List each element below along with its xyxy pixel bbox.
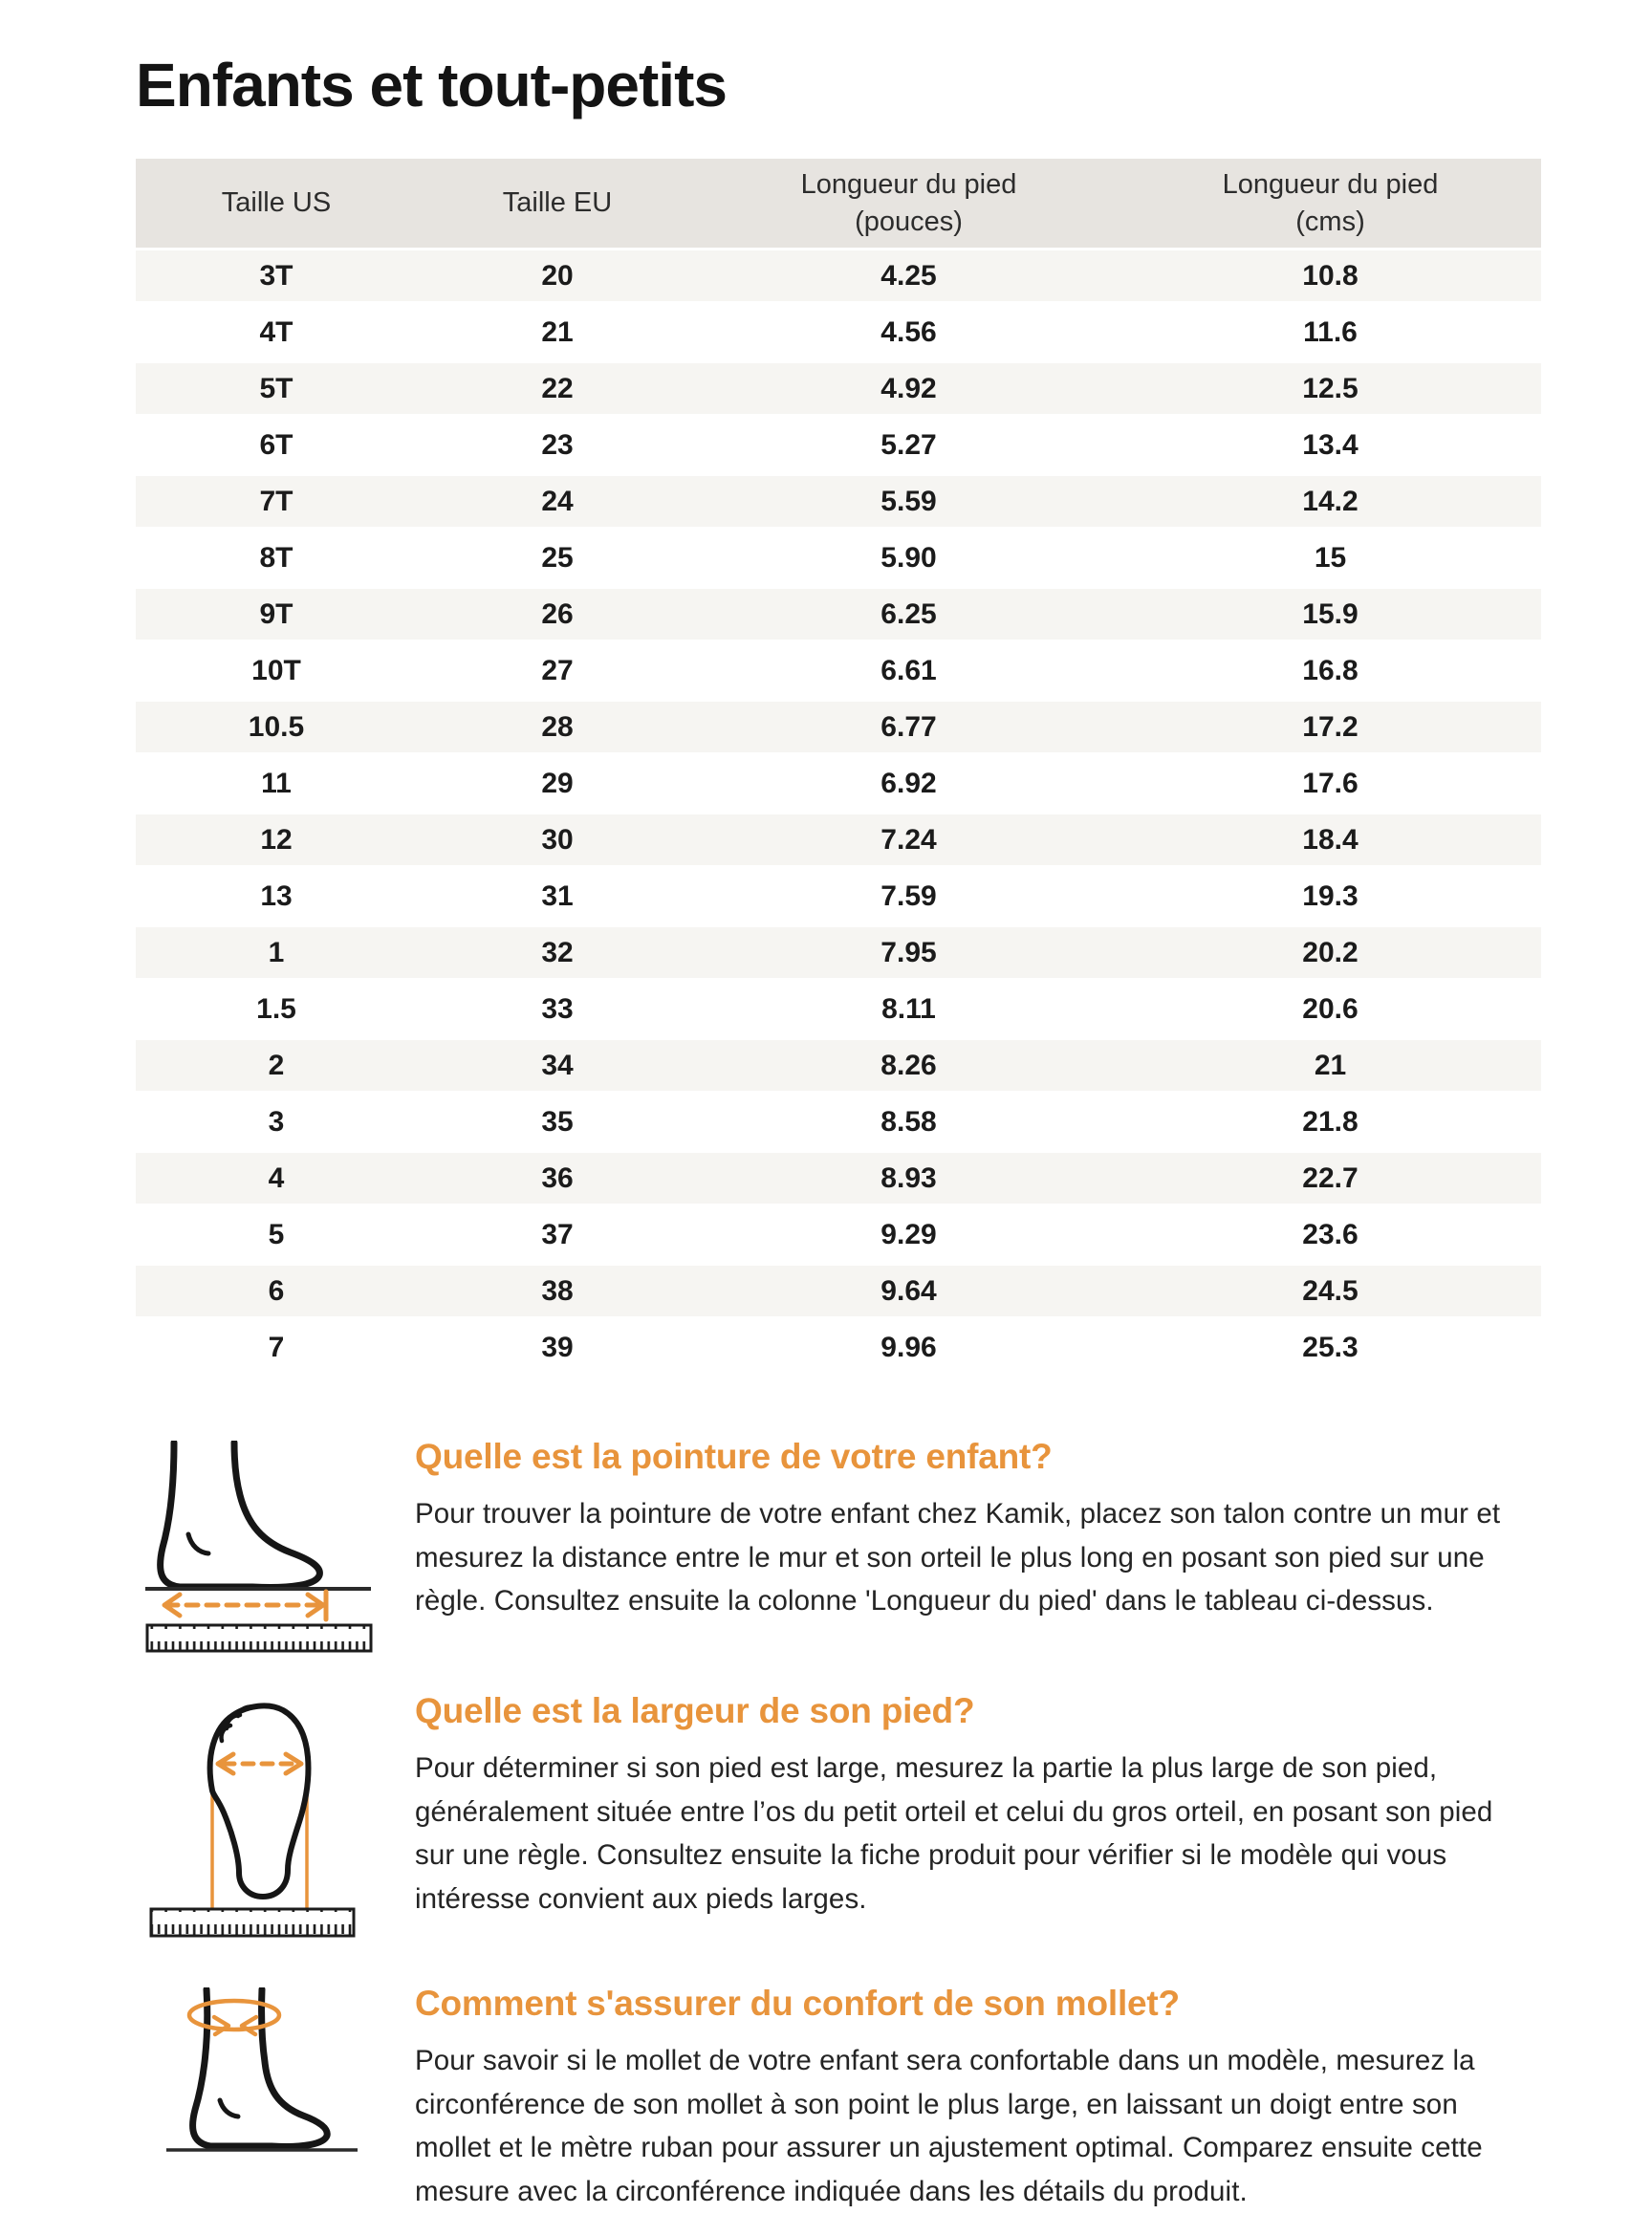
cell-us-size: 1.5 xyxy=(256,992,296,1025)
cell-us-size: 4 xyxy=(268,1161,285,1194)
table-row xyxy=(136,530,1541,586)
column-header-label: Taille US xyxy=(221,187,332,219)
cell-eu-size: 21 xyxy=(541,315,574,348)
section-body: Pour déterminer si son pied est large, mesurez la partie la plus large de son pied, généralement située entre l’os du petit orteil et celui du gros orteil, en posant son pied sur une règle. Consultez ensuite la fiche produit pour vérifier si le modèle qui vous intéresse convient aux pieds larges. xyxy=(415,1752,1493,1916)
cell-eu-size: 39 xyxy=(541,1331,574,1363)
cell-foot-length-inches: 7.59 xyxy=(880,879,937,912)
cell-foot-length-inches: 4.25 xyxy=(880,259,937,292)
cell-eu-size: 33 xyxy=(541,992,574,1025)
table-row xyxy=(136,417,1541,473)
table-row xyxy=(136,248,1541,304)
cell-foot-length-inches: 4.92 xyxy=(880,372,937,404)
cell-foot-length-cms: 22.7 xyxy=(1302,1161,1359,1194)
cell-foot-length-cms: 12.5 xyxy=(1302,372,1359,404)
cell-eu-size: 30 xyxy=(541,823,574,856)
section-foot-width xyxy=(136,1691,1541,1945)
cell-us-size: 6T xyxy=(259,428,293,461)
cell-us-size: 3T xyxy=(259,259,293,292)
table-row xyxy=(136,1150,1541,1206)
cell-foot-length-cms: 15 xyxy=(1314,541,1347,574)
ruler xyxy=(151,1909,354,1936)
cell-us-size: 9T xyxy=(259,597,293,630)
section-text xyxy=(415,1691,1507,1921)
cell-us-size: 10.5 xyxy=(248,710,305,743)
table-row xyxy=(136,1263,1541,1319)
table-row xyxy=(136,1037,1541,1094)
column-header-sublabel: (cms) xyxy=(1295,206,1365,237)
cell-foot-length-inches: 5.90 xyxy=(880,541,937,574)
cell-us-size: 8T xyxy=(259,541,293,574)
cell-eu-size: 22 xyxy=(541,372,574,404)
cell-foot-length-inches: 8.58 xyxy=(880,1105,937,1138)
heel-notch xyxy=(220,2100,238,2116)
cell-foot-length-cms: 10.8 xyxy=(1302,259,1359,292)
section-heading: Comment s'assurer du confort de son mollet? xyxy=(415,1984,1180,2023)
cell-foot-length-inches: 5.27 xyxy=(880,428,937,461)
table-row xyxy=(136,586,1541,642)
cell-foot-length-cms: 20.6 xyxy=(1302,992,1359,1025)
column-header-us-size xyxy=(136,184,417,221)
cell-foot-length-cms: 20.2 xyxy=(1302,936,1359,968)
info-sections xyxy=(136,1437,1541,2214)
column-header-label: Longueur du pied xyxy=(1222,169,1439,201)
cell-foot-length-cms: 17.2 xyxy=(1302,710,1359,743)
cell-us-size: 12 xyxy=(260,823,293,856)
calf-circumference-icon xyxy=(136,1984,415,2200)
table-row xyxy=(136,755,1541,812)
cell-us-size: 2 xyxy=(268,1049,285,1081)
cell-foot-length-cms: 25.3 xyxy=(1302,1331,1359,1363)
table-row xyxy=(136,1094,1541,1150)
foot-side-outline xyxy=(161,1443,320,1588)
cell-eu-size: 25 xyxy=(541,541,574,574)
cell-us-size: 10T xyxy=(251,654,301,686)
cell-eu-size: 32 xyxy=(541,936,574,968)
table-row xyxy=(136,812,1541,868)
size-table-body xyxy=(136,248,1541,1376)
cell-us-size: 4T xyxy=(259,315,293,348)
table-row xyxy=(136,1206,1541,1263)
cell-us-size: 7 xyxy=(268,1331,285,1363)
cell-foot-length-cms: 13.4 xyxy=(1302,428,1359,461)
size-table-header-row xyxy=(136,159,1541,248)
cell-foot-length-inches: 7.95 xyxy=(880,936,937,968)
section-heading: Quelle est la pointure de votre enfant? xyxy=(415,1437,1053,1476)
section-text xyxy=(415,1437,1507,1623)
leg-foot-outline xyxy=(193,1989,328,2147)
cell-us-size: 3 xyxy=(268,1105,285,1138)
cell-eu-size: 36 xyxy=(541,1161,574,1194)
cell-eu-size: 38 xyxy=(541,1274,574,1307)
table-row xyxy=(136,642,1541,699)
cell-foot-length-inches: 6.25 xyxy=(880,597,937,630)
column-header-sublabel: (pouces) xyxy=(855,206,963,237)
cell-foot-length-inches: 9.64 xyxy=(880,1274,937,1307)
cell-eu-size: 23 xyxy=(541,428,574,461)
cell-foot-length-inches: 8.93 xyxy=(880,1161,937,1194)
cell-foot-length-inches: 7.24 xyxy=(880,823,937,856)
section-body: Pour savoir si le mollet de votre enfant sera confortable dans un modèle, mesurez la circonférence de son mollet à son point le plus large, en laissant un doigt entre son mollet et le mètre ruban pour assurer un ajustement optimal. Comparez ensuite cette mesure avec la circonférence indiquée dans les détails du produit. xyxy=(415,2045,1483,2208)
cell-foot-length-inches: 9.29 xyxy=(880,1218,937,1250)
table-row xyxy=(136,360,1541,417)
cell-foot-length-inches: 8.11 xyxy=(881,992,936,1025)
cell-foot-length-inches: 5.59 xyxy=(880,485,937,517)
section-body: Pour trouver la pointure de votre enfant chez Kamik, placez son talon contre un mur et mesurez la distance entre le mur et son orteil le plus long en posant son pied sur une règle. Consultez ensuite la colonne 'Longueur du pied' dans le tableau ci-dessus. xyxy=(415,1498,1501,1617)
table-row xyxy=(136,699,1541,755)
column-header-eu-size xyxy=(417,184,698,221)
section-text xyxy=(415,1984,1507,2214)
length-measure-arrow xyxy=(164,1592,326,1619)
cell-foot-length-cms: 15.9 xyxy=(1302,597,1359,630)
cell-eu-size: 34 xyxy=(541,1049,574,1081)
section-foot-length xyxy=(136,1437,1541,1653)
cell-foot-length-cms: 21.8 xyxy=(1302,1105,1359,1138)
cell-foot-length-inches: 8.26 xyxy=(880,1049,937,1081)
section-heading: Quelle est la largeur de son pied? xyxy=(415,1691,975,1730)
foot-sole-outline xyxy=(210,1705,309,1897)
cell-foot-length-cms: 24.5 xyxy=(1302,1274,1359,1307)
cell-eu-size: 37 xyxy=(541,1218,574,1250)
cell-foot-length-cms: 18.4 xyxy=(1302,823,1359,856)
column-header-label: Longueur du pied xyxy=(800,169,1017,201)
cell-foot-length-cms: 21 xyxy=(1314,1049,1347,1081)
page-title: Enfants et tout-petits xyxy=(136,51,727,119)
cell-foot-length-cms: 19.3 xyxy=(1302,879,1359,912)
cell-eu-size: 26 xyxy=(541,597,574,630)
cell-eu-size: 28 xyxy=(541,710,574,743)
cell-foot-length-inches: 4.56 xyxy=(880,315,937,348)
column-header-label: Taille EU xyxy=(502,187,613,219)
table-row xyxy=(136,473,1541,530)
cell-foot-length-inches: 6.92 xyxy=(880,767,937,799)
foot-width-on-ruler-icon xyxy=(136,1691,415,1945)
heel-notch xyxy=(188,1534,208,1553)
cell-foot-length-cms: 23.6 xyxy=(1302,1218,1359,1250)
cell-foot-length-cms: 11.6 xyxy=(1303,315,1358,348)
cell-foot-length-inches: 6.61 xyxy=(880,654,937,686)
cell-foot-length-cms: 14.2 xyxy=(1302,485,1359,517)
column-header-foot-length-cms xyxy=(1119,166,1541,240)
cell-us-size: 13 xyxy=(260,879,293,912)
cell-us-size: 6 xyxy=(268,1274,285,1307)
table-row xyxy=(136,981,1541,1037)
cell-us-size: 1 xyxy=(268,936,285,968)
table-row xyxy=(136,868,1541,924)
table-row xyxy=(136,1319,1541,1376)
column-header-foot-length-inches xyxy=(698,166,1119,240)
ruler xyxy=(147,1625,371,1651)
cell-eu-size: 27 xyxy=(541,654,574,686)
cell-eu-size: 31 xyxy=(541,879,574,912)
cell-us-size: 5T xyxy=(259,372,293,404)
size-table xyxy=(136,159,1541,1376)
cell-foot-length-inches: 6.77 xyxy=(880,710,937,743)
foot-length-on-ruler-icon xyxy=(136,1437,415,1653)
cell-foot-length-cms: 17.6 xyxy=(1302,767,1359,799)
table-row xyxy=(136,304,1541,360)
section-calf-comfort xyxy=(136,1984,1541,2214)
cell-eu-size: 20 xyxy=(541,259,574,292)
cell-foot-length-inches: 9.96 xyxy=(880,1331,937,1363)
cell-us-size: 5 xyxy=(268,1218,285,1250)
table-row xyxy=(136,924,1541,981)
cell-eu-size: 29 xyxy=(541,767,574,799)
cell-foot-length-cms: 16.8 xyxy=(1302,654,1359,686)
cell-eu-size: 35 xyxy=(541,1105,574,1138)
cell-us-size: 11 xyxy=(261,767,292,799)
cell-eu-size: 24 xyxy=(541,485,574,517)
calf-measure-loop xyxy=(189,2001,279,2034)
cell-us-size: 7T xyxy=(259,485,293,517)
